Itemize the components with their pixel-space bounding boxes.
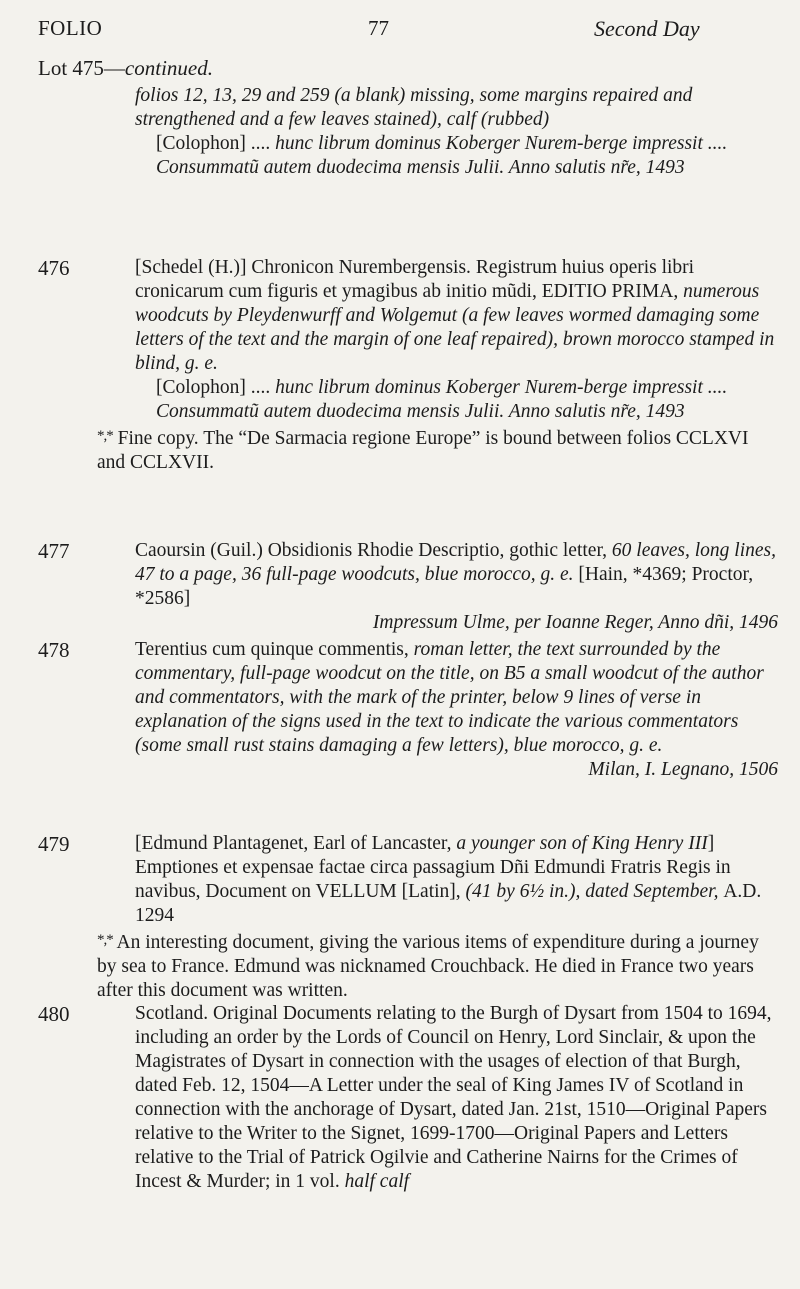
lot-475-description: folios 12, 13, 29 and 259 (a blank) missing, some margins repaired and strengthened and a few leaves stained), calf (rubbed) xyxy=(135,85,693,130)
colophon-label: [Colophon] .... xyxy=(156,133,276,154)
lot-480-text-roman: Scotland. Original Documents relating to the Burgh of Dysart from 1504 to 1694, including an order by the Lords of Council on Henry, Lord Sinclair, & upon the Magistrates of Dysart in connection with the usages of election of that Burgh, dated Feb. 12, 1504—A Letter under the seal of King James IV of Scotland in connection with the anchorage of Dysart, dated Jan. 21st, 1510—Original Papers relative to the Writer to the Signet, 1699-1700—Original Papers and Letters relative to the Trial of Patrick Ogilvie and Catherine Nairns for the Crimes of Incest & Murder; in 1 vol. xyxy=(135,1003,772,1192)
lot-477-description xyxy=(135,539,778,611)
lot-number: 478 xyxy=(38,638,70,662)
lot-number: 480 xyxy=(38,1002,70,1026)
lot-478-imprint: Milan, I. Legnano, 1506 xyxy=(588,759,778,780)
lot-479 xyxy=(38,832,778,1003)
colophon-text: hunc librum dominus Koberger Nurem-berge impressit .... Consummatũ autem duodecima mensis Julii. Anno salutis nr̃e, 1493 xyxy=(156,377,728,422)
lot-476-desc-italic: numerous woodcuts by Pleydenwurff and Wolgemut (a few leaves wormed damaging some letters of the text and the margin of one leaf repaired), brown morocco stamped in blind, g. e. xyxy=(135,281,775,374)
asterism: *,* xyxy=(97,932,113,948)
lot-479-note xyxy=(97,928,778,1003)
note-text: Fine copy. The “De Sarmacia regione Europe” is bound between folios CCLXVI and CCLXVII. xyxy=(97,428,749,473)
lot-479-description xyxy=(135,832,778,928)
lot-477-text-italic: 60 leaves, long lines, 47 to a page, 36 full-page woodcuts, blue morocco, g. e. xyxy=(135,540,776,585)
page-header xyxy=(0,16,800,50)
lot-477-imprint: Impressum Ulme, per Ioanne Reger, Anno dñi, 1496 xyxy=(372,612,778,633)
lot-477-text-roman: Caoursin (Guil.) Obsidionis Rhodie Descriptio, gothic letter, xyxy=(135,540,612,561)
lot-478-text-roman: Terentius cum quinque commentis, xyxy=(135,639,414,660)
colophon-label: [Colophon] .... xyxy=(156,377,276,398)
lot-480-description xyxy=(135,1002,778,1194)
lot-478-text-italic: roman letter, the text surrounded by the commentary, full-page woodcut on the title, on B5 a small woodcut of the author and commentators, with the mark of the printer, below 9 lines of verse in explanation of the signs used in the text to indicate the various commentators (some small rust stains damaging a few letters), blue morocco, g. e. xyxy=(135,639,764,756)
lot-480-text-italic: half calf xyxy=(344,1171,410,1192)
page-number: 77 xyxy=(368,16,389,40)
lot-476-desc-roman: Registrum huius operis libri cronicarum cum figuris et ymagibus ab initio mũdi, EDITIO PRIMA, xyxy=(135,257,695,302)
lot-number: 477 xyxy=(38,539,70,563)
lot-476 xyxy=(38,256,778,475)
lot-476-colophon xyxy=(135,376,778,424)
lot-479-text-b: a younger son of King Henry III xyxy=(456,833,708,854)
lot-476-description xyxy=(135,256,778,376)
lot-478-description xyxy=(135,638,778,758)
colophon-text: hunc librum dominus Koberger Nurem-berge impressit .... Consummatũ autem duodecima mensis Julii. Anno salutis nr̃e, 1493 xyxy=(156,133,728,178)
header-folio: FOLIO xyxy=(38,16,103,40)
lot-prefix: Lot 475— xyxy=(38,56,125,80)
note-text: An interesting document, giving the various items of expenditure during a journey by sea to France. Edmund was nicknamed Crouchback. He died in France two years after this document was written. xyxy=(97,932,759,1001)
lot-476-note xyxy=(97,424,778,475)
lot-478 xyxy=(38,638,778,782)
lot-number: 476 xyxy=(38,256,70,280)
lot-480 xyxy=(38,1002,778,1194)
lot-479-text-e: A.D. 1294 xyxy=(135,881,762,926)
header-sale-day: Second Day xyxy=(594,16,700,41)
lot-continued-heading xyxy=(38,56,213,81)
asterism: *,* xyxy=(97,428,113,444)
lot-479-text-c: ] Emptiones et expensae factae circa passagium Dñi Edmundi Fratris Regis in navibus, Document on VELLUM [Latin], xyxy=(135,833,731,902)
lot-475-colophon xyxy=(135,132,778,180)
lot-477-refs: [Hain, *4369; Proctor, *2586] xyxy=(135,564,754,609)
lot-479-text-a: [Edmund Plantagenet, Earl of Lancaster, xyxy=(135,833,457,854)
lot-476-title: [Schedel (H.)] Chronicon Nurembergensis. xyxy=(135,257,471,278)
lot-477 xyxy=(38,539,778,635)
lot-number: 479 xyxy=(38,832,70,856)
lot-475-continuation xyxy=(135,84,778,180)
lot-479-text-d: (41 by 6½ in.), dated September, xyxy=(465,881,724,902)
lot-continued-label: continued. xyxy=(124,56,213,80)
